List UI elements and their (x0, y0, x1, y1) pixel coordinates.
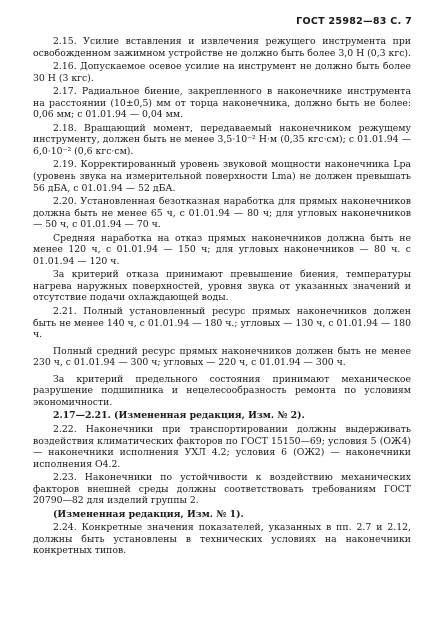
amendment-note-1: (Измененная редакция, Изм. № 1). (53, 508, 244, 520)
paragraph-2-16: 2.16. Допускаемое осевое усилие на инструмент не должно быть более 30 Н (3 кгс). (33, 61, 411, 84)
paragraph-limit-state-criterion: За критерий предельного состояния принимают механическое разрушение подшипника и нецелесообразность ремонта по условиям экономичности. (33, 373, 411, 408)
document-body (33, 36, 411, 559)
paragraph-mean-resource: Полный средний ресурс прямых наконечников должен быть не менее 230 ч, с 01.01.94 — 300 ч; угловых — 220 ч, с 01.01.94 — 300 ч. (33, 345, 411, 369)
paragraph-2-20: 2.20. Установленная безотказная наработка для прямых наконечников должна быть не менее 65 ч, с 01.01.94 — 80 ч; для угловых наконечников — 50 ч, с 01.01.94 — 70 ч. (33, 196, 411, 231)
paragraph-mean-time-to-failure: Средняя наработка на отказ прямых наконечников должна быть не менее 120 ч, с 01.01.94 — 150 ч; для угловых наконечников — 80 ч. с 01.01.94 — 120 ч. (33, 232, 411, 267)
paragraph-2-24: 2.24. Конкретные значения показателей, указанных в пп. 2.7 и 2.12, должны быть установлены в технических условиях на наконечники конкретных типов. (33, 522, 411, 557)
paragraph-2-21: 2.21. Полный установленный ресурс прямых наконечников должен быть не менее 140 ч, с 01.01.94 — 180 ч.; угловых — 130 ч, с 01.01.94 — 180 ч. (33, 306, 411, 341)
amendment-note-2: 2.17—2.21. (Измененная редакция, Изм. № 2). (53, 410, 305, 422)
paragraph-2-18: 2.18. Вращающий момент, передаваемый наконечником режущему инструменту, должен быть не менее 3,5·10⁻² Н·м (0,35 кгс·см); с 01.01.94 — 6,0·10⁻² (0,6 кгс·см). (33, 122, 411, 157)
paragraph-2-19: 2.19. Корректированный уровень звуковой мощности наконечника Lpa (уровень звука на измерительной поверхности Lmа) не должен превышать 56 дБА, с 01.01.94 — 52 дБА. (33, 159, 411, 194)
paragraph-2-17: 2.17. Радиальное биение, закрепленного в наконечнике инструмента на расстоянии (10±0,5) мм от торца наконечника, должно быть не более: 0,06 мм; с 01.01.94 — 0,04 мм. (33, 86, 411, 121)
page-header: ГОСТ 25982—83 С. 7 (296, 16, 412, 27)
paragraph-failure-criterion: За критерий отказа принимают превышение биения, температуры нагрева наружных поверхностей, уровня звука от указанных значений и отсутствие подачи охлаждающей воды. (33, 269, 411, 304)
paragraph-2-15: 2.15. Усилие вставления и извлечения режущего инструмента при освобожденном зажимном устройстве не должно быть более 3,0 Н (0,3 кгс). (33, 36, 412, 59)
paragraph-2-22: 2.22. Наконечники при транспортировании должны выдерживать воздействия климатических факторов по ГОСТ 15150—69; условия 5 (ОЖ4) — наконечники исполнения УХЛ 4.2; условия 6 (ОЖ2) — наконечники исполнения О4.2. (33, 423, 411, 470)
paragraph-2-23: 2.23. Наконечники по устойчивости к воздействию механических факторов внешней среды должны соответствовать требованиям ГОСТ 20790—82 для изделий группы 2. (33, 472, 411, 507)
